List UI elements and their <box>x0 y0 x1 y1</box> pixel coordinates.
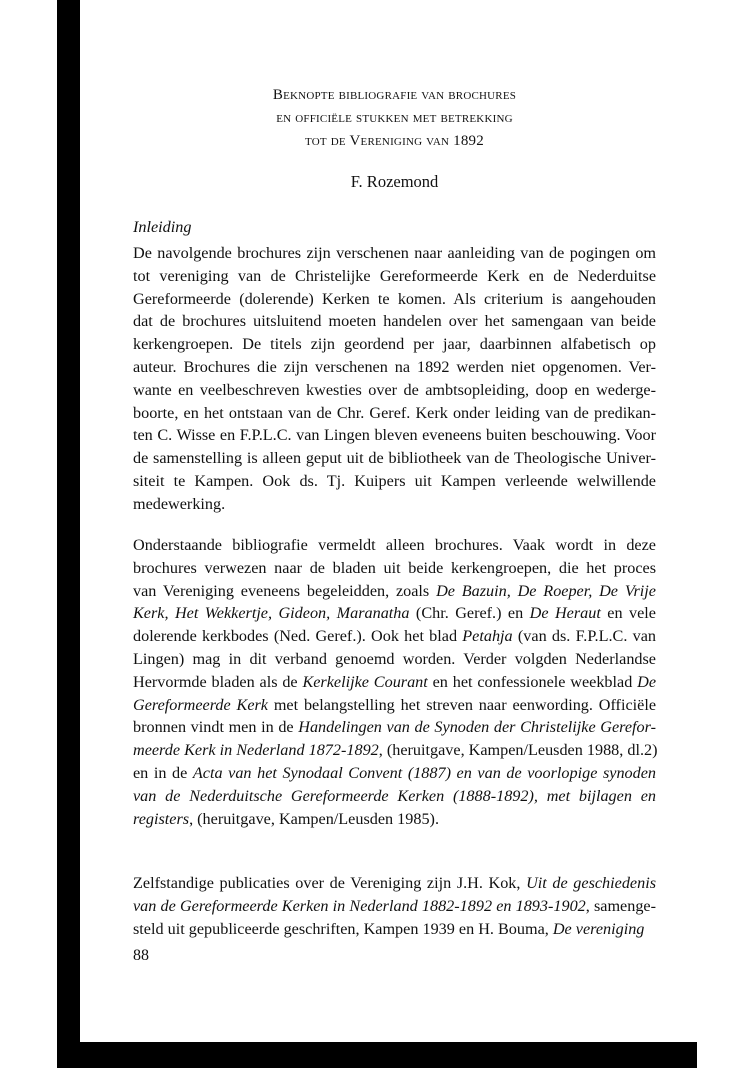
text-line <box>133 580 656 603</box>
body-text: en het confessionele weekblad <box>427 672 638 691</box>
body-text: bronnen vindt men in de <box>133 718 299 737</box>
italic-title-text: van de Nederduitsche Gereformeerde Kerken (1888-1892), met bijlagen en <box>133 786 656 805</box>
text-line <box>133 648 656 671</box>
body-text: steld uit gepubliceerde geschriften, Kampen 1939 en H. Bouma, <box>133 919 553 938</box>
body-text: van Vereniging eveneens begeleidden, zoals <box>133 581 437 600</box>
italic-title-text: De Heraut <box>529 604 601 623</box>
italic-title-text: meerde Kerk in Nederland 1872-1892 <box>133 741 379 760</box>
paragraph-sources <box>133 534 656 830</box>
body-text: Zelfstandige publicaties over de Vereniging zijn J.H. Kok, <box>133 874 527 892</box>
body-text: Onderstaande bibliografie vermeldt alleen brochures. Vaak wordt in deze <box>133 536 656 554</box>
body-text: ten C. Wisse en F.P.L.C. van Lingen bleven eveneens buiten beschouwing. Voor <box>133 426 656 445</box>
text-line <box>133 534 656 557</box>
body-text: tot vereniging van de Christelijke Gereformeerde Kerk en de Nederduitse <box>133 266 656 285</box>
italic-title-text: Uit de geschiedenis <box>526 874 656 892</box>
scan-border-bottom <box>57 1042 697 1068</box>
text-line <box>133 493 656 516</box>
body-text: , samenge- <box>585 896 656 915</box>
italic-title-text: De Bazuin, De Roeper, De Vrije <box>436 581 656 600</box>
body-text: Lingen) mag in dit verband genoemd worden. Verder volgden Nederlandse <box>133 649 656 668</box>
body-text: , (heruitgave, Kampen/Leusden 1988, dl.2) <box>378 741 658 760</box>
text-line <box>133 785 656 808</box>
italic-title-text: van de Gereformeerde Kerken in Nederland 1882-1892 en 1893-1902 <box>133 896 586 915</box>
text-line <box>133 716 656 739</box>
body-text: medewerking. <box>133 494 226 513</box>
scan-border-left <box>57 0 80 1068</box>
text-line <box>133 625 656 648</box>
text-line <box>133 470 656 493</box>
body-text: brochures verwezen naar de bladen uit beide kerkengroepen, die het proces <box>133 558 656 577</box>
body-text: , (heruitgave, Kampen/Leusden 1985). <box>189 809 439 828</box>
text-line <box>133 808 656 831</box>
body-text: boorte, en het ontstaan van de Chr. Geref. Kerk onder leiding van de predikan- <box>133 403 656 422</box>
text-line <box>133 872 656 895</box>
text-line <box>133 424 656 447</box>
italic-title-text: De vereniging <box>552 919 645 938</box>
italic-title-text: Kerkelijke Courant <box>302 672 428 691</box>
text-line <box>133 447 656 470</box>
text-line <box>133 762 656 785</box>
text-line <box>133 310 656 333</box>
body-text: siteit te Kampen. Ook ds. Tj. Kuipers uit Kampen verleende welwillende <box>133 471 656 490</box>
text-line <box>133 602 656 625</box>
body-text: de samenstelling is alleen geput uit de bibliotheek van de Theologische Univer- <box>133 449 656 468</box>
italic-title-text: Gereformeerde Kerk <box>133 695 268 714</box>
page-number: 88 <box>133 947 149 964</box>
body-text: De navolgende brochures zijn verschenen naar aanleiding van de pogingen om <box>133 244 656 262</box>
author: F. Rozemond <box>350 172 439 191</box>
text-line <box>133 671 656 694</box>
italic-title-text: Kerk, Het Wekkertje, Gideon, Maranatha <box>133 604 410 623</box>
body-text: en vele <box>600 604 656 623</box>
italic-title-text: registers <box>133 809 190 828</box>
section-heading: Inleiding <box>133 218 192 236</box>
text-line <box>133 918 656 941</box>
body-text: met belangstelling het streven naar eenwording. Officiële <box>268 695 656 714</box>
paragraph-intro <box>133 242 656 516</box>
text-line <box>133 895 656 918</box>
article-title <box>133 84 656 153</box>
body-text: Hervormde bladen als de <box>133 672 303 691</box>
text-line <box>133 356 656 379</box>
body-text: kerkengroepen. De titels zijn geordend per jaar, daarbinnen alfabetisch op <box>133 335 656 354</box>
text-line <box>133 333 656 356</box>
body-text: (van ds. F.P.L.C. van <box>512 627 656 646</box>
title-line: tot de Vereniging van 1892 <box>305 133 484 149</box>
title-line: en officiële stukken met betrekking <box>276 110 513 126</box>
body-text: en in de <box>133 763 193 782</box>
body-text: auteur. Brochures die zijn verschenen na 1892 werden niet opgenomen. Ver- <box>133 357 656 376</box>
text-line <box>133 288 656 311</box>
italic-title-text: Handelingen van de Synoden der Christelijke Gerefor- <box>298 718 656 737</box>
text-line <box>133 739 656 762</box>
text-line <box>133 402 656 425</box>
body-text: Gereformeerde (dolerende) Kerken te komen. Als criterium is aangehouden <box>133 289 656 308</box>
text-line <box>133 694 656 717</box>
body-text: (Chr. Geref.) en <box>409 604 530 623</box>
body-text: dolerende kerkbodes (Ned. Geref.). Ook het blad <box>133 627 463 646</box>
paragraph-publications <box>133 872 656 940</box>
text-line <box>133 557 656 580</box>
italic-title-text: Petahja <box>462 627 513 646</box>
italic-title-text: De <box>637 672 656 691</box>
text-line <box>133 265 656 288</box>
title-line: Beknopte bibliografie van brochures <box>272 87 517 103</box>
text-line <box>133 379 656 402</box>
italic-title-text: Acta van het Synodaal Convent (1887) en van de voorlopige synoden <box>192 763 656 782</box>
body-text: wante en veelbeschreven kwesties over de ambtsopleiding, doop en wederge- <box>133 380 656 399</box>
text-line <box>133 242 656 265</box>
body-text: dat de brochures uitsluitend moeten handelen over het samengaan van beide <box>133 312 656 331</box>
